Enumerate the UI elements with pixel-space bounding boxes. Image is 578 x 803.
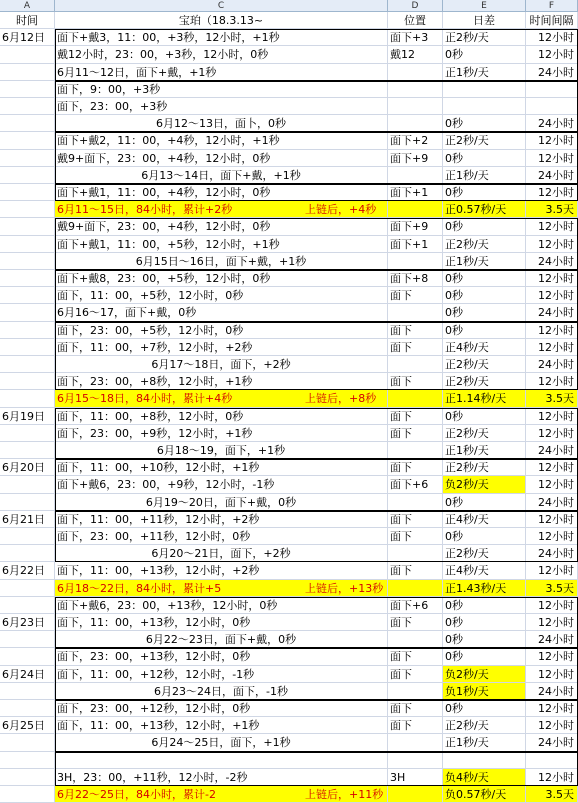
- interval-cell[interactable]: 12小时: [526, 46, 578, 63]
- record-cell[interactable]: 面下，11：00，+11秒，12小时，+2秒: [55, 511, 388, 528]
- date-cell[interactable]: [0, 769, 55, 786]
- header-position[interactable]: 位置: [388, 12, 443, 29]
- position-cell[interactable]: 面下: [388, 459, 443, 476]
- interval-cell[interactable]: 12小时: [526, 184, 578, 201]
- interval-cell[interactable]: 12小时: [526, 562, 578, 579]
- interval-cell[interactable]: 12小时: [526, 648, 578, 665]
- daily-diff-cell[interactable]: [443, 98, 526, 115]
- table-row: [0, 356, 578, 373]
- date-cell[interactable]: [0, 356, 55, 373]
- record-cell[interactable]: 面下，23：00，+11秒，12小时，0秒: [55, 528, 388, 545]
- table-row: [0, 666, 578, 683]
- record-cell[interactable]: 面下+戴1，11：00，+4秒，12小时，0秒: [55, 184, 388, 201]
- interval-cell[interactable]: 12小时: [526, 287, 578, 304]
- position-cell[interactable]: [388, 201, 443, 218]
- daily-diff-cell[interactable]: 0秒: [443, 218, 526, 235]
- interval-cell[interactable]: 12小时: [526, 270, 578, 287]
- daily-diff-cell[interactable]: 0秒: [443, 304, 526, 321]
- table-row: [0, 752, 578, 769]
- date-cell[interactable]: 6月23日: [0, 614, 55, 631]
- position-cell[interactable]: 面下: [388, 562, 443, 579]
- interval-cell[interactable]: 24小时: [526, 304, 578, 321]
- table-row: [0, 167, 578, 184]
- date-cell[interactable]: [0, 64, 55, 81]
- table-row: [0, 46, 578, 63]
- date-cell[interactable]: [0, 270, 55, 287]
- daily-diff-cell[interactable]: 0秒: [443, 631, 526, 648]
- summary-cell[interactable]: [55, 201, 388, 218]
- table-row: [0, 442, 578, 459]
- table-row: [0, 29, 578, 46]
- position-cell[interactable]: [388, 734, 443, 751]
- table-row: [0, 648, 578, 665]
- record-cell[interactable]: 6月18～19，面下，+1秒: [55, 442, 388, 459]
- position-cell[interactable]: 面下+1: [388, 236, 443, 253]
- interval-cell[interactable]: 24小时: [526, 64, 578, 81]
- daily-diff-cell[interactable]: 0秒: [443, 287, 526, 304]
- column-header-a[interactable]: A: [0, 0, 55, 12]
- position-cell[interactable]: 面下+1: [388, 184, 443, 201]
- summary-row: [0, 201, 578, 218]
- record-cell[interactable]: 面下+戴2，11：00，+4秒，12小时，+1秒: [55, 132, 388, 149]
- date-cell[interactable]: [0, 494, 55, 511]
- position-cell[interactable]: [388, 64, 443, 81]
- daily-diff-cell[interactable]: 正2秒/天: [443, 132, 526, 149]
- table-row: [0, 545, 578, 562]
- column-header-e[interactable]: E: [443, 0, 526, 12]
- table-row: [0, 683, 578, 700]
- record-cell[interactable]: 6月15日～16日，面下+戴，+1秒: [55, 253, 388, 270]
- date-cell[interactable]: [0, 580, 55, 597]
- table-row: [0, 132, 578, 149]
- interval-cell[interactable]: 12小时: [526, 29, 578, 46]
- daily-diff-cell[interactable]: 0秒: [443, 528, 526, 545]
- interval-cell[interactable]: 3.5天: [526, 580, 578, 597]
- date-cell[interactable]: 6月12日: [0, 29, 55, 46]
- position-cell[interactable]: 面下: [388, 408, 443, 425]
- record-cell[interactable]: 6月20～21日，面下，+2秒: [55, 545, 388, 562]
- interval-cell[interactable]: 12小时: [526, 236, 578, 253]
- interval-cell[interactable]: 12小时: [526, 339, 578, 356]
- daily-diff-cell[interactable]: 正2秒/天: [443, 356, 526, 373]
- table-row: [0, 287, 578, 304]
- daily-diff-cell[interactable]: 0秒: [443, 150, 526, 167]
- daily-diff-cell[interactable]: 0秒: [443, 494, 526, 511]
- date-cell[interactable]: [0, 322, 55, 339]
- record-cell[interactable]: 6月16～17，面下+戴，0秒: [55, 304, 388, 321]
- position-cell[interactable]: 面下+2: [388, 132, 443, 149]
- interval-cell[interactable]: 24小时: [526, 631, 578, 648]
- position-cell[interactable]: [388, 390, 443, 407]
- table-row: [0, 373, 578, 390]
- summary-text: 6月15～18日，84小时，累计+4秒: [57, 392, 233, 406]
- header-interval[interactable]: 时间间隔: [526, 12, 578, 29]
- record-cell[interactable]: 面下，23：00，+13秒，12小时，0秒: [55, 648, 388, 665]
- date-cell[interactable]: [0, 339, 55, 356]
- interval-cell[interactable]: 12小时: [526, 218, 578, 235]
- daily-diff-cell[interactable]: 正2秒/天: [443, 29, 526, 46]
- position-cell[interactable]: 面下+6: [388, 597, 443, 614]
- table-row: [0, 476, 578, 493]
- position-cell[interactable]: 面下: [388, 528, 443, 545]
- daily-diff-cell[interactable]: 正1秒/天: [443, 734, 526, 751]
- record-cell[interactable]: 面下+戴6，23：00，+9秒，12小时，-1秒: [55, 476, 388, 493]
- table-row: [0, 339, 578, 356]
- record-cell[interactable]: 3H，23：00，+11秒，12小时，-2秒: [55, 769, 388, 786]
- table-row: [0, 511, 578, 528]
- position-cell[interactable]: 面下: [388, 339, 443, 356]
- date-cell[interactable]: 6月19日: [0, 408, 55, 425]
- position-cell[interactable]: 面下: [388, 322, 443, 339]
- date-cell[interactable]: [0, 631, 55, 648]
- interval-cell[interactable]: 24小时: [526, 442, 578, 459]
- daily-diff-cell[interactable]: 0秒: [443, 614, 526, 631]
- position-cell[interactable]: [388, 442, 443, 459]
- interval-cell[interactable]: 3.5天: [526, 201, 578, 218]
- summary-cell[interactable]: [55, 580, 388, 597]
- interval-cell[interactable]: 12小时: [526, 769, 578, 786]
- record-cell[interactable]: 6月23～24日，面下，-1秒: [55, 683, 388, 700]
- interval-cell[interactable]: 12小时: [526, 717, 578, 734]
- interval-cell[interactable]: 12小时: [526, 408, 578, 425]
- table-row: [0, 631, 578, 648]
- table-row: [0, 734, 578, 751]
- summary-row: [0, 390, 578, 407]
- date-cell[interactable]: [0, 98, 55, 115]
- header-baby[interactable]: 宝珀（18.3.13~: [55, 12, 388, 29]
- daily-diff-cell[interactable]: 0秒: [443, 597, 526, 614]
- daily-diff-cell[interactable]: 正2秒/天: [443, 425, 526, 442]
- date-cell[interactable]: 6月22日: [0, 562, 55, 579]
- record-cell[interactable]: 面下，11：00，+13秒，12小时，+1秒: [55, 717, 388, 734]
- table-row: [0, 236, 578, 253]
- record-cell[interactable]: 6月11～12日，面下+戴，+1秒: [55, 64, 388, 81]
- table-row: [0, 322, 578, 339]
- header-row: [0, 12, 578, 29]
- record-cell[interactable]: 戴12小时，23：00，+3秒，12小时，0秒: [55, 46, 388, 63]
- position-cell[interactable]: [388, 752, 443, 769]
- table-row: [0, 304, 578, 321]
- record-cell[interactable]: 面下+戴3，11：00，+3秒，12小时，+1秒: [55, 29, 388, 46]
- date-cell[interactable]: [0, 476, 55, 493]
- daily-diff-cell[interactable]: 0秒: [443, 322, 526, 339]
- daily-diff-cell[interactable]: 正1秒/天: [443, 167, 526, 184]
- daily-diff-cell[interactable]: 正2秒/天: [443, 545, 526, 562]
- table-row: [0, 717, 578, 734]
- date-cell[interactable]: [0, 752, 55, 769]
- position-cell[interactable]: [388, 494, 443, 511]
- date-cell[interactable]: [0, 167, 55, 184]
- daily-diff-cell[interactable]: 0秒: [443, 270, 526, 287]
- table-row: [0, 425, 578, 442]
- position-cell[interactable]: 面下: [388, 614, 443, 631]
- daily-diff-cell[interactable]: [443, 81, 526, 98]
- record-cell[interactable]: 面下，11：00，+7秒，12小时，+2秒: [55, 339, 388, 356]
- record-cell[interactable]: 面下，11：00，+13秒，12小时，+2秒: [55, 562, 388, 579]
- position-cell[interactable]: [388, 304, 443, 321]
- record-cell[interactable]: 戴9+面下，23：00，+4秒，12小时，0秒: [55, 150, 388, 167]
- daily-diff-cell[interactable]: 正2秒/天: [443, 373, 526, 390]
- summary-cell[interactable]: [55, 786, 388, 803]
- record-cell[interactable]: 面下，11：00，+5秒，12小时，0秒: [55, 287, 388, 304]
- interval-cell[interactable]: [526, 98, 578, 115]
- daily-diff-cell[interactable]: 正1.43秒/天: [443, 580, 526, 597]
- table-row: [0, 218, 578, 235]
- interval-cell[interactable]: 12小时: [526, 425, 578, 442]
- daily-diff-cell[interactable]: 0秒: [443, 700, 526, 717]
- interval-cell[interactable]: 24小时: [526, 115, 578, 132]
- record-cell[interactable]: 6月19～20日，面下+戴，0秒: [55, 494, 388, 511]
- record-cell[interactable]: 面下，11：00，+8秒，12小时，0秒: [55, 408, 388, 425]
- interval-cell[interactable]: 12小时: [526, 322, 578, 339]
- interval-cell[interactable]: 12小时: [526, 614, 578, 631]
- date-cell[interactable]: [0, 683, 55, 700]
- daily-diff-cell[interactable]: 正1.14秒/天: [443, 390, 526, 407]
- table-row: [0, 81, 578, 98]
- record-cell[interactable]: 面下，23：00，+5秒，12小时，0秒: [55, 322, 388, 339]
- daily-diff-cell[interactable]: 0秒: [443, 648, 526, 665]
- interval-cell[interactable]: 24小时: [526, 356, 578, 373]
- interval-cell[interactable]: 12小时: [526, 150, 578, 167]
- record-cell[interactable]: 6月12～13日，面卜，0秒: [55, 115, 388, 132]
- record-cell[interactable]: 面下，11：00，+13秒，12小时，0秒: [55, 614, 388, 631]
- date-cell[interactable]: 6月21日: [0, 511, 55, 528]
- position-cell[interactable]: 面下: [388, 425, 443, 442]
- date-cell[interactable]: [0, 115, 55, 132]
- summary-text: 6月18～22日，84小时，累计+5: [57, 581, 222, 595]
- interval-cell[interactable]: 24小时: [526, 494, 578, 511]
- record-cell[interactable]: 面下+戴8，23：00，+5秒，12小时，0秒: [55, 270, 388, 287]
- interval-cell[interactable]: 12小时: [526, 700, 578, 717]
- position-cell[interactable]: [388, 356, 443, 373]
- interval-cell[interactable]: 12小时: [526, 528, 578, 545]
- daily-diff-cell[interactable]: [443, 752, 526, 769]
- daily-diff-cell[interactable]: 正2秒/天: [443, 717, 526, 734]
- record-cell[interactable]: 面下，23：00，+8秒，12小时，+1秒: [55, 373, 388, 390]
- table-row: [0, 494, 578, 511]
- summary-after-winding: 上链后，+8秒: [305, 392, 377, 406]
- column-header-c[interactable]: C: [55, 0, 388, 12]
- date-cell[interactable]: [0, 442, 55, 459]
- column-header-f[interactable]: F: [526, 0, 578, 12]
- table-row: [0, 184, 578, 201]
- date-cell[interactable]: [0, 648, 55, 665]
- interval-cell[interactable]: 24小时: [526, 734, 578, 751]
- interval-cell[interactable]: 24小时: [526, 167, 578, 184]
- table-row: [0, 597, 578, 614]
- daily-diff-cell[interactable]: 正0.57秒/天: [443, 201, 526, 218]
- position-cell[interactable]: 面下+3: [388, 29, 443, 46]
- daily-diff-cell[interactable]: 负4秒/天: [443, 769, 526, 786]
- interval-cell[interactable]: [526, 752, 578, 769]
- table-row: [0, 270, 578, 287]
- table-row: [0, 408, 578, 425]
- daily-diff-cell[interactable]: 0秒: [443, 408, 526, 425]
- column-header-d[interactable]: D: [388, 0, 443, 12]
- date-cell[interactable]: 6月25日: [0, 717, 55, 734]
- daily-diff-cell[interactable]: 正2秒/天: [443, 459, 526, 476]
- table-row: [0, 459, 578, 476]
- daily-diff-cell[interactable]: 正4秒/天: [443, 339, 526, 356]
- record-cell[interactable]: 6月17～18日，面下，+2秒: [55, 356, 388, 373]
- position-cell[interactable]: 戴12: [388, 46, 443, 63]
- table-row: [0, 64, 578, 81]
- interval-cell[interactable]: 3.5天: [526, 786, 578, 803]
- summary-text: 6月11～15日，84小时，累计+2秒: [57, 203, 233, 217]
- position-cell[interactable]: 面下+9: [388, 150, 443, 167]
- interval-cell[interactable]: 24小时: [526, 545, 578, 562]
- date-cell[interactable]: [0, 373, 55, 390]
- date-cell[interactable]: [0, 287, 55, 304]
- position-cell[interactable]: 3H: [388, 769, 443, 786]
- table-row: [0, 150, 578, 167]
- daily-diff-cell[interactable]: 正4秒/天: [443, 511, 526, 528]
- record-cell[interactable]: 面下+戴1，11：00，+5秒，12小时，+1秒: [55, 236, 388, 253]
- date-cell[interactable]: 6月20日: [0, 459, 55, 476]
- daily-diff-cell[interactable]: 负2秒/天: [443, 666, 526, 683]
- position-cell[interactable]: 面下: [388, 287, 443, 304]
- position-cell[interactable]: 面下+8: [388, 270, 443, 287]
- position-cell[interactable]: 面下: [388, 700, 443, 717]
- date-cell[interactable]: [0, 150, 55, 167]
- interval-cell[interactable]: 12小时: [526, 597, 578, 614]
- position-cell[interactable]: 面下: [388, 717, 443, 734]
- record-cell[interactable]: 6月13～14日，面下+戴，+1秒: [55, 167, 388, 184]
- position-cell[interactable]: 面下: [388, 373, 443, 390]
- date-cell[interactable]: [0, 81, 55, 98]
- date-cell[interactable]: [0, 390, 55, 407]
- table-row: [0, 528, 578, 545]
- daily-diff-cell[interactable]: 0秒: [443, 184, 526, 201]
- position-cell[interactable]: [388, 167, 443, 184]
- record-cell[interactable]: 6月24～25日，面下，+1秒: [55, 734, 388, 751]
- position-cell[interactable]: [388, 545, 443, 562]
- position-cell[interactable]: [388, 786, 443, 803]
- summary-row: [0, 580, 578, 597]
- record-cell[interactable]: [55, 752, 388, 769]
- interval-cell[interactable]: 12小时: [526, 373, 578, 390]
- record-cell[interactable]: 面下，23：00，+3秒: [55, 98, 388, 115]
- position-cell[interactable]: [388, 683, 443, 700]
- header-daily-diff[interactable]: 日差: [443, 12, 526, 29]
- record-cell[interactable]: 面下，11：00，+10秒，12小时，+1秒: [55, 459, 388, 476]
- daily-diff-cell[interactable]: 负2秒/天: [443, 476, 526, 493]
- interval-cell[interactable]: 24小时: [526, 683, 578, 700]
- date-cell[interactable]: [0, 236, 55, 253]
- interval-cell[interactable]: 24小时: [526, 253, 578, 270]
- date-cell[interactable]: [0, 597, 55, 614]
- summary-cell[interactable]: [55, 390, 388, 407]
- summary-after-winding: 上链后，+11秒: [305, 788, 384, 801]
- daily-diff-cell[interactable]: 正1秒/天: [443, 442, 526, 459]
- summary-after-winding: 上链后，+4秒: [305, 203, 377, 217]
- table-row: [0, 98, 578, 115]
- interval-cell[interactable]: 12小时: [526, 476, 578, 493]
- position-cell[interactable]: 面下: [388, 666, 443, 683]
- table-row: [0, 614, 578, 631]
- record-cell[interactable]: 面下，23：00，+9秒，12小时，+1秒: [55, 425, 388, 442]
- date-cell[interactable]: [0, 528, 55, 545]
- position-cell[interactable]: [388, 631, 443, 648]
- position-cell[interactable]: [388, 580, 443, 597]
- record-cell[interactable]: 面下，23：00，+12秒，12小时，0秒: [55, 700, 388, 717]
- summary-row: [0, 786, 578, 803]
- record-cell[interactable]: 面下，11：00，+12秒，12小时，-1秒: [55, 666, 388, 683]
- summary-text: 6月22～25日，84小时，累计-2: [57, 788, 216, 801]
- interval-cell[interactable]: [526, 81, 578, 98]
- position-cell[interactable]: [388, 115, 443, 132]
- date-cell[interactable]: 6月24日: [0, 666, 55, 683]
- interval-cell[interactable]: 12小时: [526, 459, 578, 476]
- daily-diff-cell[interactable]: 正2秒/天: [443, 236, 526, 253]
- daily-diff-cell[interactable]: 正1秒/天: [443, 253, 526, 270]
- date-cell[interactable]: [0, 304, 55, 321]
- daily-diff-cell[interactable]: 正4秒/天: [443, 562, 526, 579]
- position-cell[interactable]: 面下+9: [388, 218, 443, 235]
- date-cell[interactable]: [0, 734, 55, 751]
- date-cell[interactable]: [0, 201, 55, 218]
- record-cell[interactable]: 面下，9：00，+3秒: [55, 81, 388, 98]
- daily-diff-cell[interactable]: 正1秒/天: [443, 64, 526, 81]
- position-cell[interactable]: 面下: [388, 511, 443, 528]
- daily-diff-cell[interactable]: 0秒: [443, 115, 526, 132]
- table-row: [0, 562, 578, 579]
- interval-cell[interactable]: 12小时: [526, 132, 578, 149]
- table-row: [0, 115, 578, 132]
- interval-cell[interactable]: 12小时: [526, 511, 578, 528]
- table-row: [0, 700, 578, 717]
- summary-after-winding: 上链后，+13秒: [305, 581, 384, 595]
- daily-diff-cell[interactable]: 0秒: [443, 46, 526, 63]
- interval-cell[interactable]: 3.5天: [526, 390, 578, 407]
- date-cell[interactable]: [0, 545, 55, 562]
- daily-diff-cell[interactable]: 负0.57秒/天: [443, 786, 526, 803]
- position-cell[interactable]: [388, 98, 443, 115]
- position-cell[interactable]: 面下: [388, 648, 443, 665]
- daily-diff-cell[interactable]: 负1秒/天: [443, 683, 526, 700]
- table-row: [0, 253, 578, 270]
- header-time[interactable]: 时间: [0, 12, 55, 29]
- date-cell[interactable]: [0, 253, 55, 270]
- record-cell[interactable]: 戴9+面下，23：00，+4秒，12小时，0秒: [55, 218, 388, 235]
- record-cell[interactable]: 6月22～23日，面下+戴，0秒: [55, 631, 388, 648]
- date-cell[interactable]: [0, 46, 55, 63]
- position-cell[interactable]: [388, 253, 443, 270]
- position-cell[interactable]: [388, 81, 443, 98]
- table-row: [0, 769, 578, 786]
- position-cell[interactable]: 面下+6: [388, 476, 443, 493]
- record-cell[interactable]: 面下+戴6，23：00，+13秒，12小时，0秒: [55, 597, 388, 614]
- date-cell[interactable]: [0, 184, 55, 201]
- date-cell[interactable]: [0, 132, 55, 149]
- date-cell[interactable]: [0, 425, 55, 442]
- date-cell[interactable]: [0, 786, 55, 803]
- interval-cell[interactable]: 12小时: [526, 666, 578, 683]
- date-cell[interactable]: [0, 218, 55, 235]
- date-cell[interactable]: [0, 700, 55, 717]
